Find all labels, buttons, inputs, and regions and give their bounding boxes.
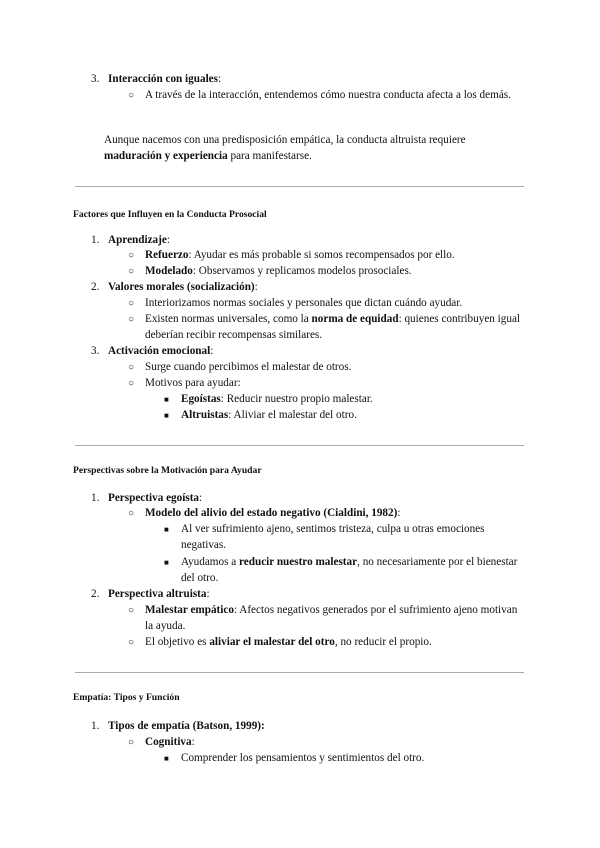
divider	[75, 186, 524, 187]
square-bullet-icon: ■	[164, 395, 169, 404]
item-text: Ayudamos a	[181, 556, 240, 568]
bold-term: maduración y experiencia	[104, 150, 228, 162]
circle-bullet-icon: ○	[128, 250, 135, 261]
item-text: , no necesariamente por el bienestar del otro.	[181, 556, 518, 584]
item-text: :	[218, 73, 222, 85]
sub-item-objetivo	[145, 634, 432, 650]
bold-term: Perspectiva egoísta	[108, 492, 200, 504]
item-text: : quienes contribuyen igual deberían recibir recompensas similares.	[145, 313, 521, 341]
bold-term: Tipos de empatía (Batson, 1999):	[108, 720, 265, 732]
circle-bullet-icon: ○	[128, 378, 135, 389]
divider	[75, 672, 524, 673]
bold-term: Egoístas	[181, 393, 221, 405]
item-text: : Reducir nuestro propio malestar.	[220, 393, 373, 405]
list-number: 1.	[91, 492, 100, 504]
sub-sub-item-reducir	[181, 554, 526, 586]
sub-sub-item-text: Comprender los pensamientos y sentimientos del otro.	[181, 752, 425, 764]
item-text: : Observamos y replicamos modelos prosociales.	[192, 265, 412, 277]
item-text: , no reducir el propio.	[334, 636, 432, 648]
list-item-egoista	[108, 490, 202, 506]
paragraph	[104, 132, 514, 164]
list-number: 3.	[91, 73, 100, 85]
sub-item-cognitiva	[145, 734, 195, 750]
para-text: Aunque nacemos con una predisposición empática, la conducta altruista requiere	[104, 134, 466, 146]
list-item-activacion	[108, 343, 213, 359]
bold-term: aliviar el malestar del otro	[209, 636, 335, 648]
list-number: 1.	[91, 234, 100, 246]
item-text: :	[210, 345, 214, 357]
sub-item-text: Surge cuando percibimos el malestar de otros.	[145, 361, 352, 373]
bold-term: reducir nuestro malestar	[239, 556, 358, 568]
sub-sub-item-altruistas	[181, 407, 357, 423]
bold-term: Altruistas	[181, 409, 229, 421]
bold-term: Refuerzo	[145, 249, 189, 261]
square-bullet-icon: ■	[164, 558, 169, 567]
bold-term: Activación emocional	[108, 345, 211, 357]
item-text: : Afectos negativos generados por el sufrimiento ajeno motivan la ayuda.	[145, 604, 518, 632]
divider	[75, 445, 524, 446]
list-number: 2.	[91, 281, 100, 293]
list-number: 3.	[91, 345, 100, 357]
bold-term: Valores morales (socialización)	[108, 281, 255, 293]
sub-item-text: Interiorizamos normas sociales y personales que dictan cuándo ayudar.	[145, 297, 463, 309]
bold-term: Modelo del alivio del estado negativo (Cialdini, 1982)	[145, 507, 398, 519]
list-item-valores	[108, 279, 258, 295]
sub-item-text: Motivos para ayudar:	[145, 377, 241, 389]
list-number: 1.	[91, 720, 100, 732]
item-text: :	[254, 281, 258, 293]
sub-item-malestar-empatico	[145, 602, 520, 634]
circle-bullet-icon: ○	[128, 314, 135, 325]
sub-item-text: A través de la interacción, entendemos cómo nuestra conducta afecta a los demás.	[145, 89, 511, 101]
sub-item-refuerzo	[145, 247, 455, 263]
square-bullet-icon: ■	[164, 754, 169, 763]
circle-bullet-icon: ○	[128, 605, 135, 616]
item-text: Existen normas universales, como la	[145, 313, 312, 325]
item-text: : Ayudar es más probable si somos recompensados por ello.	[188, 249, 455, 261]
sub-item-modelado	[145, 263, 412, 279]
item-text: :	[166, 234, 170, 246]
circle-bullet-icon: ○	[128, 298, 135, 309]
bold-term: Perspectiva altruista	[108, 588, 207, 600]
item-text: :	[199, 492, 203, 504]
sub-item-norma-equidad	[145, 311, 530, 343]
list-item-altruista	[108, 586, 210, 602]
sub-sub-item-text: Al ver sufrimiento ajeno, sentimos tristeza, culpa u otras emociones negativas.	[181, 523, 485, 551]
item-text: : Aliviar el malestar del otro.	[228, 409, 357, 421]
list-number: 2.	[91, 588, 100, 600]
section-heading-factores: Factores que Influyen en la Conducta Prosocial	[73, 209, 267, 220]
circle-bullet-icon: ○	[128, 737, 135, 748]
bold-term: Cognitiva	[145, 736, 192, 748]
sub-sub-item-egoistas	[181, 391, 373, 407]
circle-bullet-icon: ○	[128, 637, 135, 648]
bold-term: Interacción con iguales	[108, 73, 219, 85]
section-heading-perspectivas: Perspectivas sobre la Motivación para Ayudar	[73, 465, 262, 476]
list-item-aprendizaje	[108, 232, 170, 248]
list-item-interaccion	[108, 71, 221, 87]
section-heading-empatia: Empatía: Tipos y Función	[73, 692, 180, 703]
item-text: El objetivo es	[145, 636, 210, 648]
bold-term: Malestar empático	[145, 604, 234, 616]
list-item-tipos	[108, 718, 265, 734]
square-bullet-icon: ■	[164, 525, 169, 534]
sub-item-cialdini	[145, 505, 400, 521]
bold-term: norma de equidad	[311, 313, 399, 325]
item-text: :	[397, 507, 401, 519]
square-bullet-icon: ■	[164, 411, 169, 420]
circle-bullet-icon: ○	[128, 266, 135, 277]
bold-term: Modelado	[145, 265, 193, 277]
circle-bullet-icon: ○	[128, 90, 135, 101]
circle-bullet-icon: ○	[128, 508, 135, 519]
para-text: para manifestarse.	[227, 150, 312, 162]
item-text: :	[191, 736, 195, 748]
bold-term: Aprendizaje	[108, 234, 167, 246]
circle-bullet-icon: ○	[128, 362, 135, 373]
item-text: :	[206, 588, 210, 600]
